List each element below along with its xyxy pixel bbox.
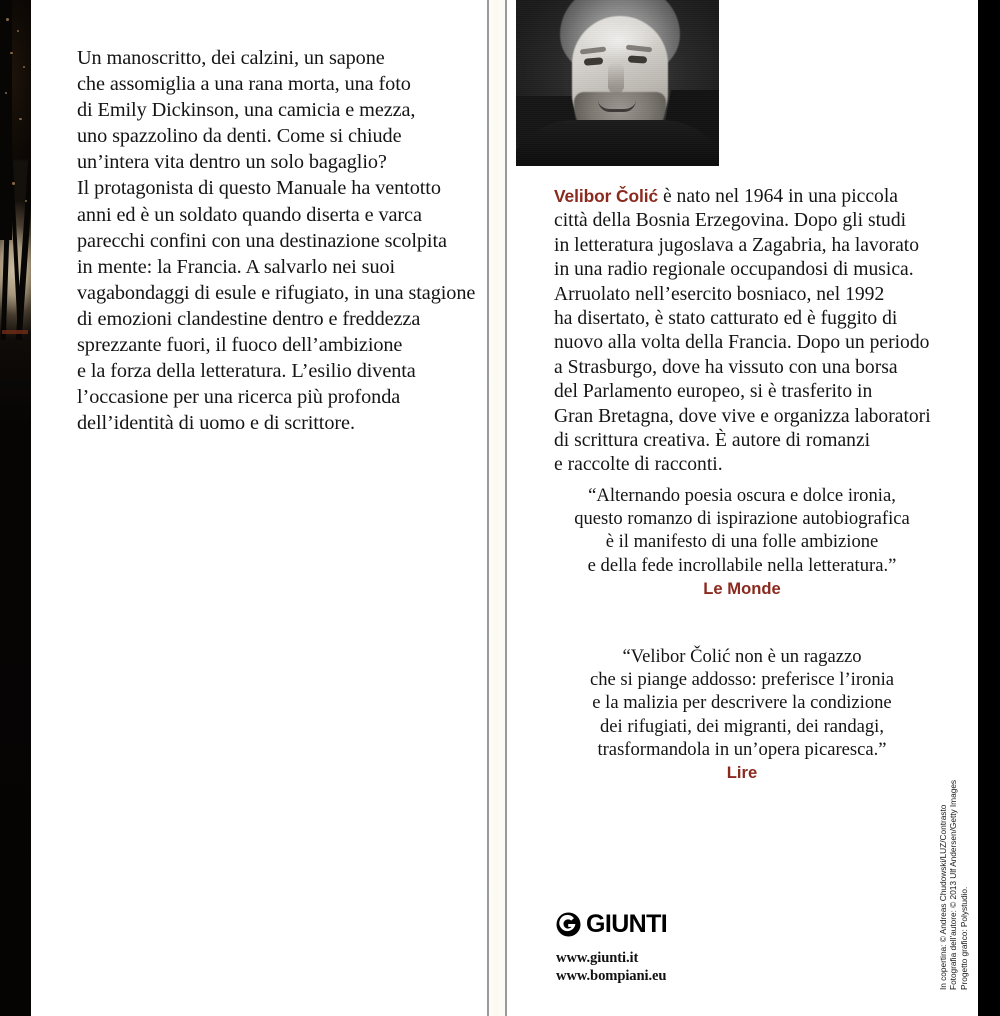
author-bio-line: città della Bosnia Erzegovina. Dopo gli studi <box>554 210 907 232</box>
foliage-speck <box>6 18 9 21</box>
blurb-line: di emozioni clandestine dentro e freddezza <box>77 307 421 330</box>
blurb-line: Il protagonista di questo Manuale ha ventotto <box>77 177 441 200</box>
quote-line: questo romanzo di ispirazione autobiografica <box>574 508 910 530</box>
image-credits <box>938 780 969 990</box>
quote-source: Le Monde <box>703 578 781 598</box>
author-bio-first-line <box>554 184 929 209</box>
credit-line: Progetto grafico: Polystudio. <box>958 886 969 990</box>
quote-line: e della fede incrollabile nella letteratura.” <box>587 554 897 576</box>
fold-rule-right <box>505 0 507 1016</box>
quote-line: “Velibor Čolić non è un ragazzo <box>622 646 862 667</box>
author-bio-line: Arruolato nell’esercito bosniaco, nel 1992 <box>554 283 885 305</box>
blurb-line: uno spazzolino da denti. Come si chiude <box>77 125 402 148</box>
publisher-block <box>556 912 667 986</box>
quote-line: è il manifesto di una folle ambizione <box>605 531 879 553</box>
mouth-shape <box>598 100 636 112</box>
blurb-line: anni ed è un soldato quando diserta e varca <box>77 203 422 226</box>
fold-rule-left <box>487 0 489 1016</box>
eye-right <box>628 55 647 63</box>
author-bio-line: in una radio regionale occupandosi di musica. <box>554 259 914 281</box>
blurb-line: sprezzante fuori, il fuoco dell’ambizione <box>77 334 403 357</box>
credit-line: Fotografia dell’autore: © 2013 Ulf Andersen/Getty Images <box>948 779 959 990</box>
foliage-speck <box>12 182 15 185</box>
quote-line: che si piange addosso: preferisce l’ironia <box>589 669 895 691</box>
author-bio-line: in letteratura jugoslava a Zagabria, ha lavorato <box>554 234 920 256</box>
blurb-line: l’occasione per una ricerca più profonda <box>77 386 401 409</box>
forehead-highlight <box>582 20 656 60</box>
press-quote-lire <box>552 645 932 783</box>
author-bio-line: a Strasburgo, dove ha vissuto con una borsa <box>554 356 898 378</box>
right-edge-bleed <box>978 0 1000 1016</box>
spine-fold-band <box>489 0 505 1016</box>
quote-line: dei rifugiati, dei migranti, dei randagi, <box>600 715 884 737</box>
cover-red-accent <box>2 330 28 334</box>
nose-shape <box>608 62 624 94</box>
press-quote-le-monde <box>552 484 932 599</box>
quote-line: trasformandola in un’opera picaresca.” <box>597 738 887 760</box>
foliage-speck <box>10 52 13 54</box>
publisher-url[interactable]: www.bompiani.eu <box>556 968 667 985</box>
quote-source: Lire <box>726 763 758 783</box>
blurb-line: parecchi confini con una destinazione scolpita <box>77 229 447 252</box>
blurb-line: e la forza della letteratura. L’esilio diventa <box>77 360 416 383</box>
foliage-speck <box>25 200 27 202</box>
quote-line: e la malizia per descrivere la condizione <box>592 692 892 714</box>
blurb-line: in mente: la Francia. A salvarlo nei suoi <box>77 255 396 278</box>
shirt-shape <box>516 120 719 166</box>
author-bio <box>554 184 929 478</box>
author-bio-line: e raccolte di racconti. <box>554 454 723 476</box>
author-name: Velibor Čolić <box>554 186 659 206</box>
publisher-url[interactable]: www.giunti.it <box>556 950 639 966</box>
foliage-speck <box>5 92 7 94</box>
publisher-urls <box>556 949 667 986</box>
blurb-line: dell’identità di uomo e di scrittore. <box>77 412 355 435</box>
author-bio-line: ha disertato, è stato catturato ed è fuggito di <box>554 308 898 330</box>
blurb-line: di Emily Dickinson, una camicia e mezza, <box>77 99 416 122</box>
blurb-line: Un manoscritto, dei calzini, un sapone <box>77 47 385 69</box>
foliage-speck <box>17 30 19 32</box>
back-cover-blurb <box>77 45 477 436</box>
quote-line: “Alternando poesia oscura e dolce ironia, <box>588 485 896 506</box>
blurb-line: un’intera vita dentro un solo bagaglio? <box>77 151 387 174</box>
publisher-name: GIUNTI <box>586 910 668 938</box>
author-bio-line: di scrittura creativa. È autore di romanzi <box>554 430 871 452</box>
foliage-speck <box>19 118 22 120</box>
author-photo <box>516 0 719 166</box>
publisher-logo[interactable] <box>556 912 667 937</box>
blurb-line: vagabondaggi di esule e rifugiato, in una stagione <box>77 281 476 304</box>
cover-image-strip <box>0 0 31 1016</box>
giunti-g-circle-icon <box>556 912 581 937</box>
foliage-speck <box>23 66 25 68</box>
author-bio-line: è nato nel 1964 in una piccola <box>658 186 898 207</box>
author-bio-line: Gran Bretagna, dove vive e organizza laboratori <box>554 405 931 427</box>
tree-trunk-shape <box>16 160 31 340</box>
author-bio-line: nuovo alla volta della Francia. Dopo un periodo <box>554 332 930 354</box>
blurb-line: che assomiglia a una rana morta, una foto <box>77 73 411 96</box>
credit-line: In copertina: © Andreas Chudowski/LUZ/Contrasto <box>938 804 948 990</box>
author-bio-line: del Parlamento europeo, si è trasferito in <box>554 381 873 403</box>
